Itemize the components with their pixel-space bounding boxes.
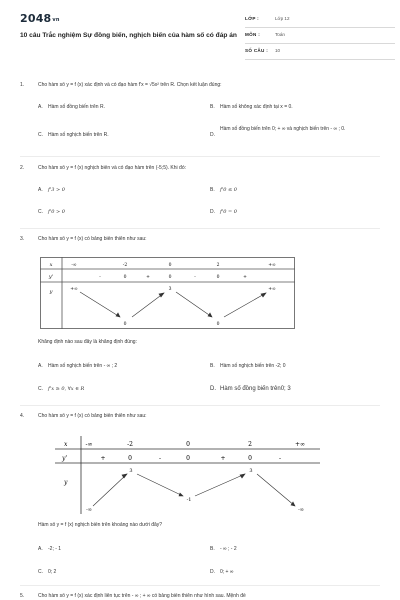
divider — [20, 228, 380, 229]
question-5: 5. Cho hàm số y = f (x) xác định liên tục trên - ∞ ; + ∞ có bảng biến thiên như hình sau. Mệnh đề — [20, 593, 390, 600]
x-value: -2 — [122, 263, 128, 268]
document-header — [20, 12, 390, 58]
y-value: 3 — [249, 468, 253, 474]
y-value: +∞ — [268, 287, 276, 292]
question-4: 4. Cho hàm số y = f (x) có bảng biến thiên như sau: — [20, 413, 390, 433]
arrow-down — [137, 474, 183, 496]
question-text: Cho hàm số y = f (x) có bảng biến thiên như sau: — [38, 413, 147, 419]
site-logo[interactable]: 2048vn — [20, 12, 60, 25]
sign: + — [220, 455, 226, 462]
x-value: -2 — [127, 441, 133, 448]
sign: 0 — [168, 275, 172, 280]
sign: - — [194, 275, 196, 280]
arrow-down — [176, 292, 212, 317]
sign: - — [99, 275, 101, 280]
y-value: -∞ — [86, 507, 92, 513]
y-value: 0 — [123, 322, 127, 327]
sign: 0 — [186, 455, 190, 462]
question-1: 1. Cho hàm số y = f (x) xác định và có đạo hàm f'x = √5x² trên R. Chọn kết luận đúng: A. Hàm số đồng biến trên R. B. Hàm số không xác định tại x = 0. C. Hàm số nghịch biến trên R. D. Hàm số đồng biến trên 0; + ∞ và nghịch biến trên - ∞ ; 0. — [20, 82, 390, 142]
y-value: +∞ — [70, 287, 78, 292]
y-label: y — [64, 479, 68, 486]
sign: 0 — [123, 275, 127, 280]
meta-row-class: LỚP : Lớp 12 — [245, 12, 395, 28]
y-value: -1 — [186, 497, 192, 503]
y-value: -∞ — [298, 507, 304, 513]
arrow-down — [257, 474, 295, 506]
arrow-up — [195, 474, 245, 496]
question-prompt: Khẳng định nào sau đây là khẳng định đúng: — [38, 339, 137, 345]
x-value: -∞ — [71, 263, 77, 268]
question-text: Cho hàm số y = f (x) có bảng biến thiên như sau: — [38, 236, 147, 242]
arrow-head — [240, 474, 245, 478]
x-value: 0 — [168, 263, 172, 268]
document-title: 10 câu Trắc nghiệm Sự đồng biến, nghịch biến của hàm số có đáp án — [20, 32, 237, 39]
sign: + — [243, 275, 247, 280]
meta-row-subject: MÔN : Toán — [245, 28, 395, 44]
x-value: +∞ — [294, 441, 306, 448]
y-value: 0 — [216, 322, 220, 327]
arrow-up — [93, 474, 127, 506]
y-value: 3 — [129, 468, 133, 474]
variation-table-q3 — [40, 257, 295, 329]
question-text: Cho hàm số y = f (x) nghịch biến và có đạo hàm trên (-5;5). Khi đó: — [38, 165, 186, 171]
arrow-head — [116, 313, 120, 317]
sign: 0 — [128, 455, 132, 462]
divider — [20, 405, 380, 406]
x-label: x — [64, 441, 68, 448]
sign: 0 — [248, 455, 252, 462]
question-3-options: Khẳng định nào sau đây là khẳng định đúng: A. Hàm số nghịch biến trên - ∞ ; 2 B. Hàm số nghịch biến trên -2; 0 C. f'x ≥ 0, ∀x ∈ R D. Hàm số đồng biến trên0; 3 — [20, 339, 390, 405]
y-label: y — [49, 289, 53, 295]
sign: 0 — [216, 275, 220, 280]
dy-label: y' — [48, 274, 54, 280]
sign: + — [100, 455, 106, 462]
arrow-up — [224, 293, 266, 317]
question-4-options: Hàm số y = f (x) nghịch biến trên khoảng nào dưới đây? A. -2; - 1 B. - ∞ ; - 2 C. 0; 2 D. 0; + ∞ — [20, 522, 390, 582]
dy-label: y' — [62, 455, 68, 462]
arrow-head — [261, 293, 266, 297]
question-text: Cho hàm số y = f (x) xác định và có đạo hàm f'x = √5x² trên R. Chọn kết luận đúng: — [38, 82, 222, 88]
question-2: 2. Cho hàm số y = f (x) nghịch biến và có đạo hàm trên (-5;5). Khi đó: A. f'3 > 0 B. f'0 ≤ 0 C. f'0 > 0 D. f'0 = 0 — [20, 165, 390, 225]
divider — [20, 585, 380, 586]
arrow-head — [208, 313, 212, 317]
arrow-head — [291, 502, 295, 506]
meta-row-count: SỐ CÂU : 10 — [245, 44, 395, 60]
arrow-head — [179, 493, 183, 496]
x-value: 2 — [216, 263, 220, 268]
arrow-head — [122, 474, 127, 478]
x-value: +∞ — [268, 263, 276, 268]
document-meta — [245, 12, 395, 60]
x-value: -∞ — [85, 441, 93, 448]
arrow-up — [132, 293, 164, 317]
variation-table-q4 — [55, 436, 320, 514]
sign: + — [146, 275, 150, 280]
x-value: 2 — [248, 441, 252, 448]
question-prompt: Hàm số y = f (x) nghịch biến trên khoảng nào dưới đây? — [38, 522, 163, 528]
x-label: x — [49, 262, 53, 268]
question-text: Cho hàm số y = f (x) xác định liên tục trên - ∞ ; + ∞ có bảng biến thiên như hình sau. Mệnh đề — [38, 593, 246, 599]
sign: - — [278, 455, 282, 462]
y-value: 3 — [168, 287, 172, 292]
arrow-down — [80, 292, 120, 317]
divider — [20, 156, 380, 157]
sign: - — [158, 455, 162, 462]
question-3: 3. Cho hàm số y = f (x) có bảng biến thiên như sau: — [20, 236, 390, 406]
x-value: 0 — [186, 441, 190, 448]
